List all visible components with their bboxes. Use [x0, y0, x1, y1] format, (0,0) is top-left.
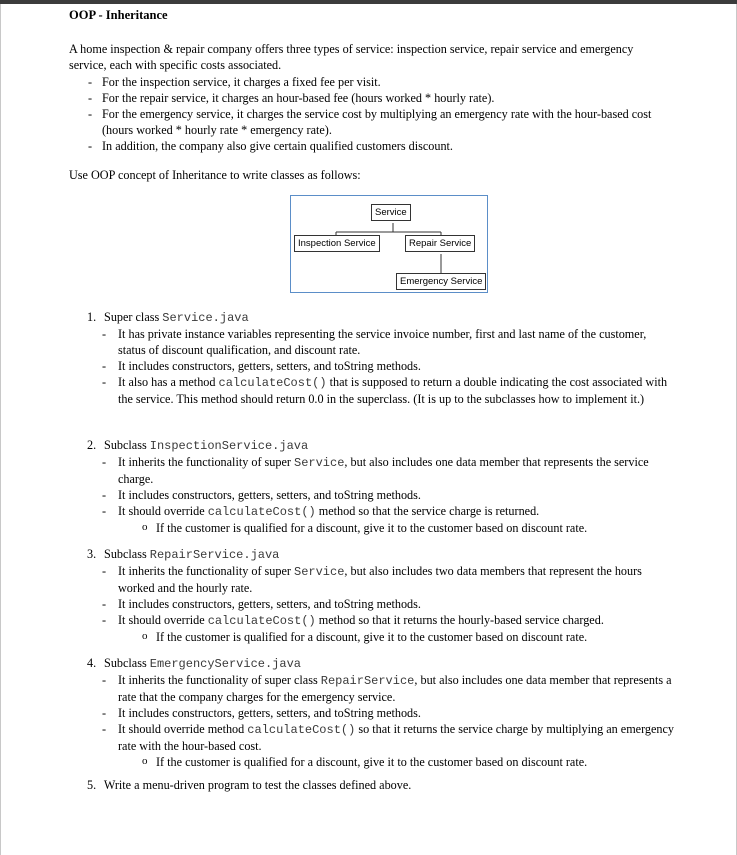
method-name: calculateCost()	[207, 614, 316, 628]
section-heading	[87, 437, 677, 454]
bullet-list	[100, 454, 677, 520]
list-item: - It includes constructors, getters, setters, and toString methods.	[100, 358, 677, 374]
section-heading	[87, 309, 677, 326]
list-item: - For the inspection service, it charges a fixed fee per visit.	[86, 74, 666, 90]
class-file-name: Service.java	[162, 311, 249, 325]
list-item: - It inherits the functionality of super class RepairService, but also includes one data member that represents a rate that the company charges for the emergency service.	[100, 672, 677, 705]
heading-text: Subclass	[104, 547, 150, 561]
list-item: - It inherits the functionality of super Service, but also includes one data member that represents the service charge.	[100, 454, 677, 487]
heading-text: Write a menu-driven program to test the classes defined above.	[103, 778, 412, 792]
inspection-service-box: Inspection Service	[294, 235, 380, 252]
list-item: - It includes constructors, getters, setters, and toString methods.	[100, 487, 677, 503]
class-name: Service	[294, 565, 345, 579]
section-number: 4.	[87, 656, 97, 670]
intro-list	[86, 74, 666, 154]
document-page	[0, 4, 737, 855]
class-file-name: RepairService.java	[149, 548, 280, 562]
service-box: Service	[371, 204, 411, 221]
bullet-list	[100, 672, 677, 754]
section-number: 3.	[87, 547, 97, 561]
method-name: calculateCost()	[207, 505, 316, 519]
method-name: calculateCost()	[247, 723, 356, 737]
use-oop-instruction: Use OOP concept of Inheritance to write classes as follows:	[69, 168, 361, 182]
section-number: 1.	[87, 310, 97, 324]
repair-service-box: Repair Service	[405, 235, 475, 252]
list-item: - It also has a method calculateCost() that is supposed to return a double indicating the cost associated with the service. This method should return 0.0 in the superclass. (It is up to the subclasses how to implement it.)	[100, 374, 677, 407]
page-title: OOP - Inheritance	[69, 8, 168, 22]
inheritance-diagram	[290, 195, 488, 293]
class-name: Service	[294, 456, 345, 470]
list-item: - It should override calculateCost() method so that it returns the hourly-based service charged.	[100, 612, 677, 629]
list-item: - In addition, the company also give certain qualified customers discount.	[86, 138, 666, 154]
method-name: calculateCost()	[218, 376, 327, 390]
sub-list-item: o If the customer is qualified for a discount, give it to the customer based on discount rate.	[142, 629, 677, 645]
section-heading	[87, 546, 677, 563]
intro-paragraph: A home inspection & repair company offers three types of service: inspection service, repair service and emergency service, each with specific costs associated.	[69, 42, 634, 72]
bullet-list	[100, 326, 677, 407]
class-name: RepairService	[320, 674, 415, 688]
section-heading	[87, 777, 677, 793]
list-item: - It inherits the functionality of super Service, but also includes two data members that represent the hours worked and the hourly rate.	[100, 563, 677, 596]
list-item: - It includes constructors, getters, setters, and toString methods.	[100, 705, 677, 721]
section-number: 2.	[87, 438, 97, 452]
sub-list-item: o If the customer is qualified for a discount, give it to the customer based on discount rate.	[142, 754, 677, 770]
section-emergency-service	[87, 655, 677, 770]
list-item: - It should override calculateCost() method so that the service charge is returned.	[100, 503, 677, 520]
heading-text: Subclass	[104, 438, 150, 452]
list-item: - For the repair service, it charges an hour-based fee (hours worked * hourly rate).	[86, 90, 666, 106]
section-inspection-service	[87, 437, 677, 536]
list-item: - It has private instance variables representing the service invoice number, first and last name of the customer, status of discount qualification, and discount rate.	[100, 326, 677, 358]
section-menu-program	[87, 777, 677, 793]
emergency-service-box: Emergency Service	[396, 273, 486, 290]
list-item: - For the emergency service, it charges the service cost by multiplying an emergency rate with the hour-based cost (hours worked * hourly rate * emergency rate).	[86, 106, 666, 138]
class-file-name: InspectionService.java	[149, 439, 309, 453]
section-heading	[87, 655, 677, 672]
bullet-list	[100, 563, 677, 629]
heading-text: Super class	[104, 310, 163, 324]
class-file-name: EmergencyService.java	[149, 657, 301, 671]
section-repair-service	[87, 546, 677, 645]
heading-text: Subclass	[104, 656, 150, 670]
list-item: - It includes constructors, getters, setters, and toString methods.	[100, 596, 677, 612]
section-service	[87, 309, 677, 407]
section-number: 5.	[87, 778, 97, 792]
list-item: - It should override method calculateCost() so that it returns the service charge by multiplying an emergency rate with the hour-based cost.	[100, 721, 677, 754]
sub-list-item: o If the customer is qualified for a discount, give it to the customer based on discount rate.	[142, 520, 677, 536]
